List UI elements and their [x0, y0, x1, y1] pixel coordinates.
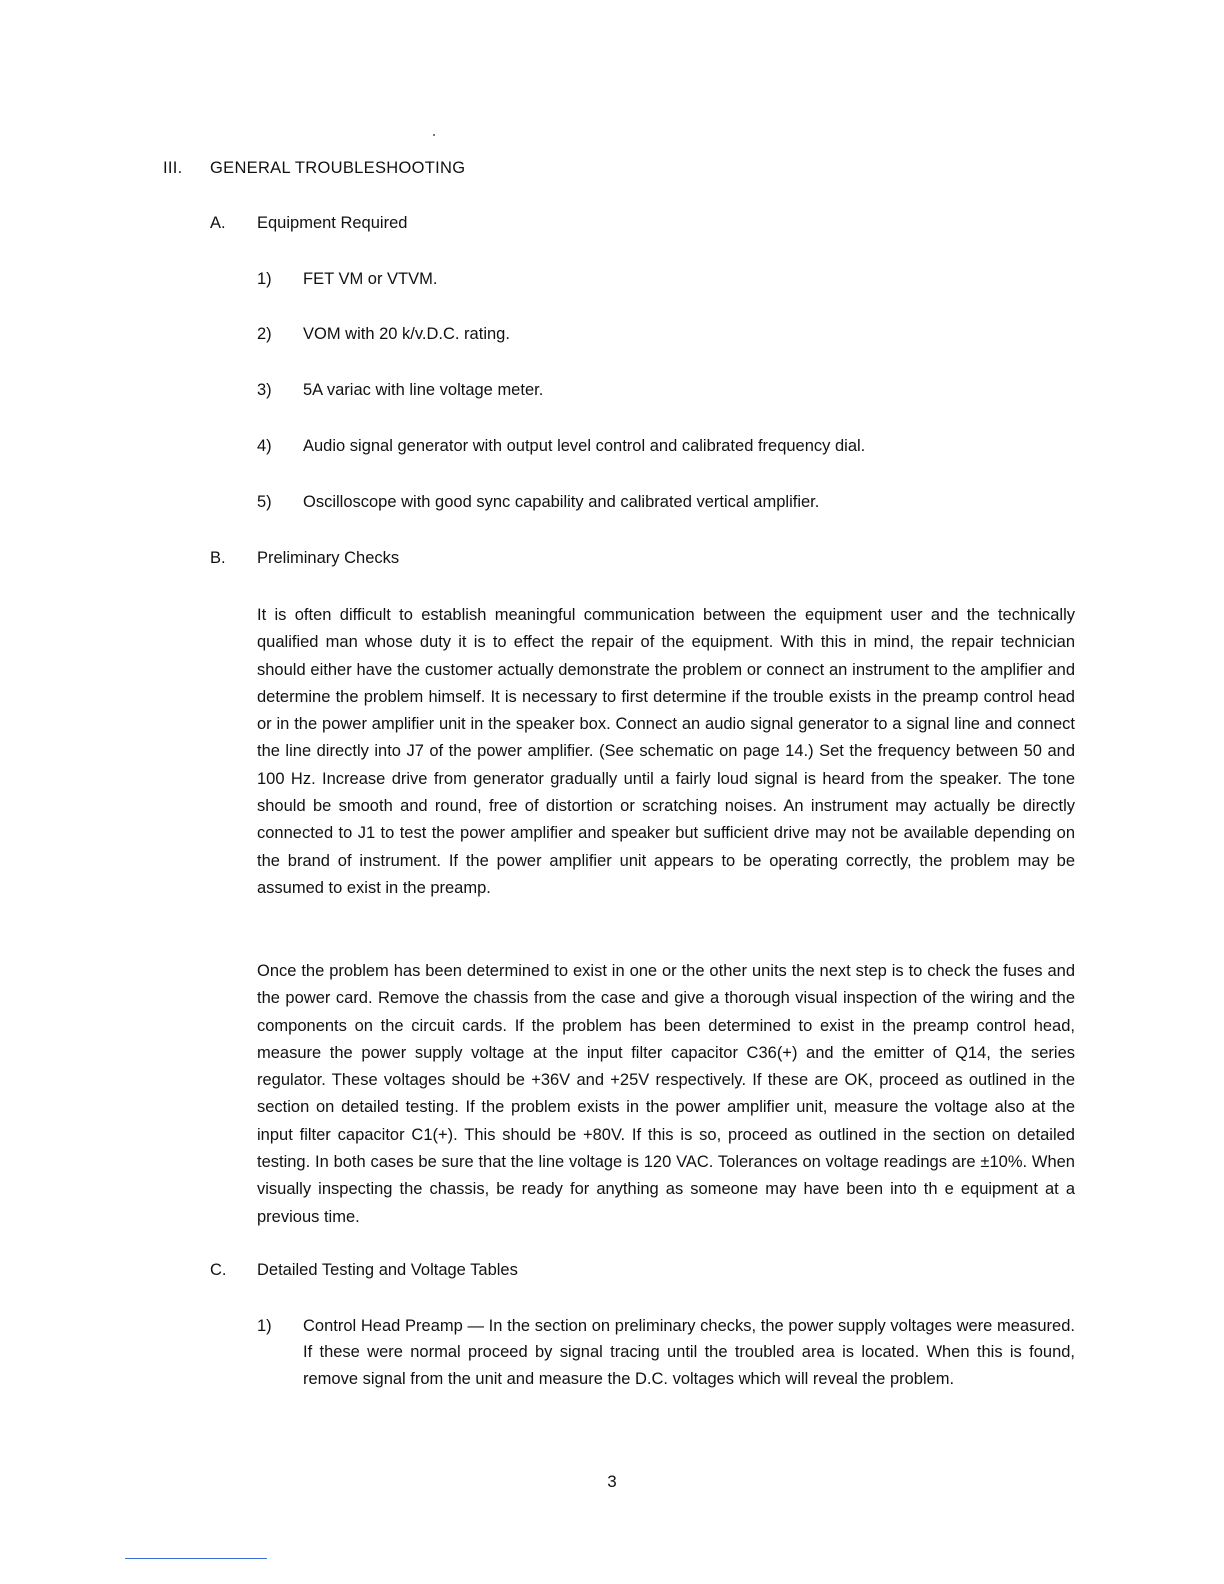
- equipment-item-number: 5): [257, 493, 272, 511]
- preliminary-checks-paragraph-1: It is often difficult to establish meaningful communication between the equipment user and the technically qualified man whose duty it is to effect the repair of the equipment. With this in mind, the repair technician should either have the customer actually demonstrate the problem or connect an instrument to the amplifier and determine the problem himself. It is necessary to first determine if the trouble exists in the preamp control head or in the power amplifier unit in the speaker box. Connect an audio signal generator to a signal line and connect the line directly into J7 of the power amplifier. (See schematic on page 14.) Set the frequency between 50 and 100 Hz. Increase drive from generator gradually until a fairly loud signal is heard from the speaker. The tone should be smooth and round, free of distortion or scratching noises. An instrument may actually be directly connected to J1 to test the power amplifier and speaker but sufficient drive may not be available depending on the brand of instrument. If the power amplifier unit appears to be operating correctly, the problem may be assumed to exist in the preamp.: [257, 606, 1075, 897]
- equipment-item-text: VOM with 20 k/v.D.C. rating.: [303, 325, 510, 343]
- equipment-item-text: 5A variac with line voltage meter.: [303, 381, 544, 399]
- preliminary-checks-paragraph-2: Once the problem has been determined to exist in one or the other units the next step is to check the fuses and the power card. Remove the chassis from the case and give a thorough visual inspection of the wiring and the components on the circuit cards. If the problem has been determined to exist in the preamp control head, measure the power supply voltage at the input filter capacitor C36(+) and the emitter of Q14, the series regulator. These voltages should be +36V and +25V respectively. If these are OK, proceed as outlined in the section on detailed testing. If the problem exists in the power amplifier unit, measure the voltage also at the input filter capacitor C1(+). This should be +80V. If this is so, proceed as outlined in the section on detailed testing. In both cases be sure that the line voltage is 120 VAC. Tolerances on voltage readings are ±10%. When visually inspecting the chassis, be ready for anything as someone may have been into th e equipment at a previous time.: [257, 962, 1075, 1226]
- equipment-item-number: 2): [257, 325, 272, 343]
- equipment-item-text: Oscilloscope with good sync capability and calibrated vertical amplifier.: [303, 493, 820, 511]
- subsection-a-title: Equipment Required: [257, 214, 408, 232]
- subsection-c-heading: [210, 1261, 518, 1280]
- subsection-b-title: Preliminary Checks: [257, 549, 400, 567]
- equipment-item: [257, 437, 865, 456]
- section-title: GENERAL TROUBLESHOOTING: [210, 159, 466, 177]
- equipment-item-text: Audio signal generator with output level control and calibrated frequency dial.: [303, 437, 866, 455]
- footer-rule: [125, 1558, 267, 1559]
- subsection-c-letter: C.: [210, 1261, 227, 1279]
- equipment-item-number: 3): [257, 381, 272, 399]
- control-head-preamp-text: Control Head Preamp — In the section on preliminary checks, the power supply voltages were measured. If these were normal proceed by signal tracing until the troubled area is located. When this is found, remove signal from the unit and measure the D.C. voltages which will reveal the problem.: [303, 1317, 1075, 1388]
- subsection-a-letter: A.: [210, 214, 226, 232]
- section-number: III.: [163, 159, 183, 177]
- scan-speck: [433, 134, 435, 136]
- equipment-item-number: 4): [257, 437, 272, 455]
- subsection-b-letter: B.: [210, 549, 226, 567]
- control-head-preamp-item: [257, 1313, 1075, 1392]
- subsection-a-heading: [210, 214, 407, 233]
- page-number: 3: [607, 1472, 617, 1491]
- equipment-item: [257, 325, 510, 344]
- subsection-c-title: Detailed Testing and Voltage Tables: [257, 1261, 518, 1279]
- equipment-item: [257, 270, 437, 289]
- control-head-preamp-number: 1): [257, 1317, 272, 1335]
- section-heading: [163, 159, 465, 178]
- equipment-item-text: FET VM or VTVM.: [303, 270, 438, 288]
- equipment-item: [257, 493, 819, 512]
- equipment-item-number: 1): [257, 270, 272, 288]
- subsection-b-heading: [210, 549, 399, 568]
- equipment-item: [257, 381, 543, 400]
